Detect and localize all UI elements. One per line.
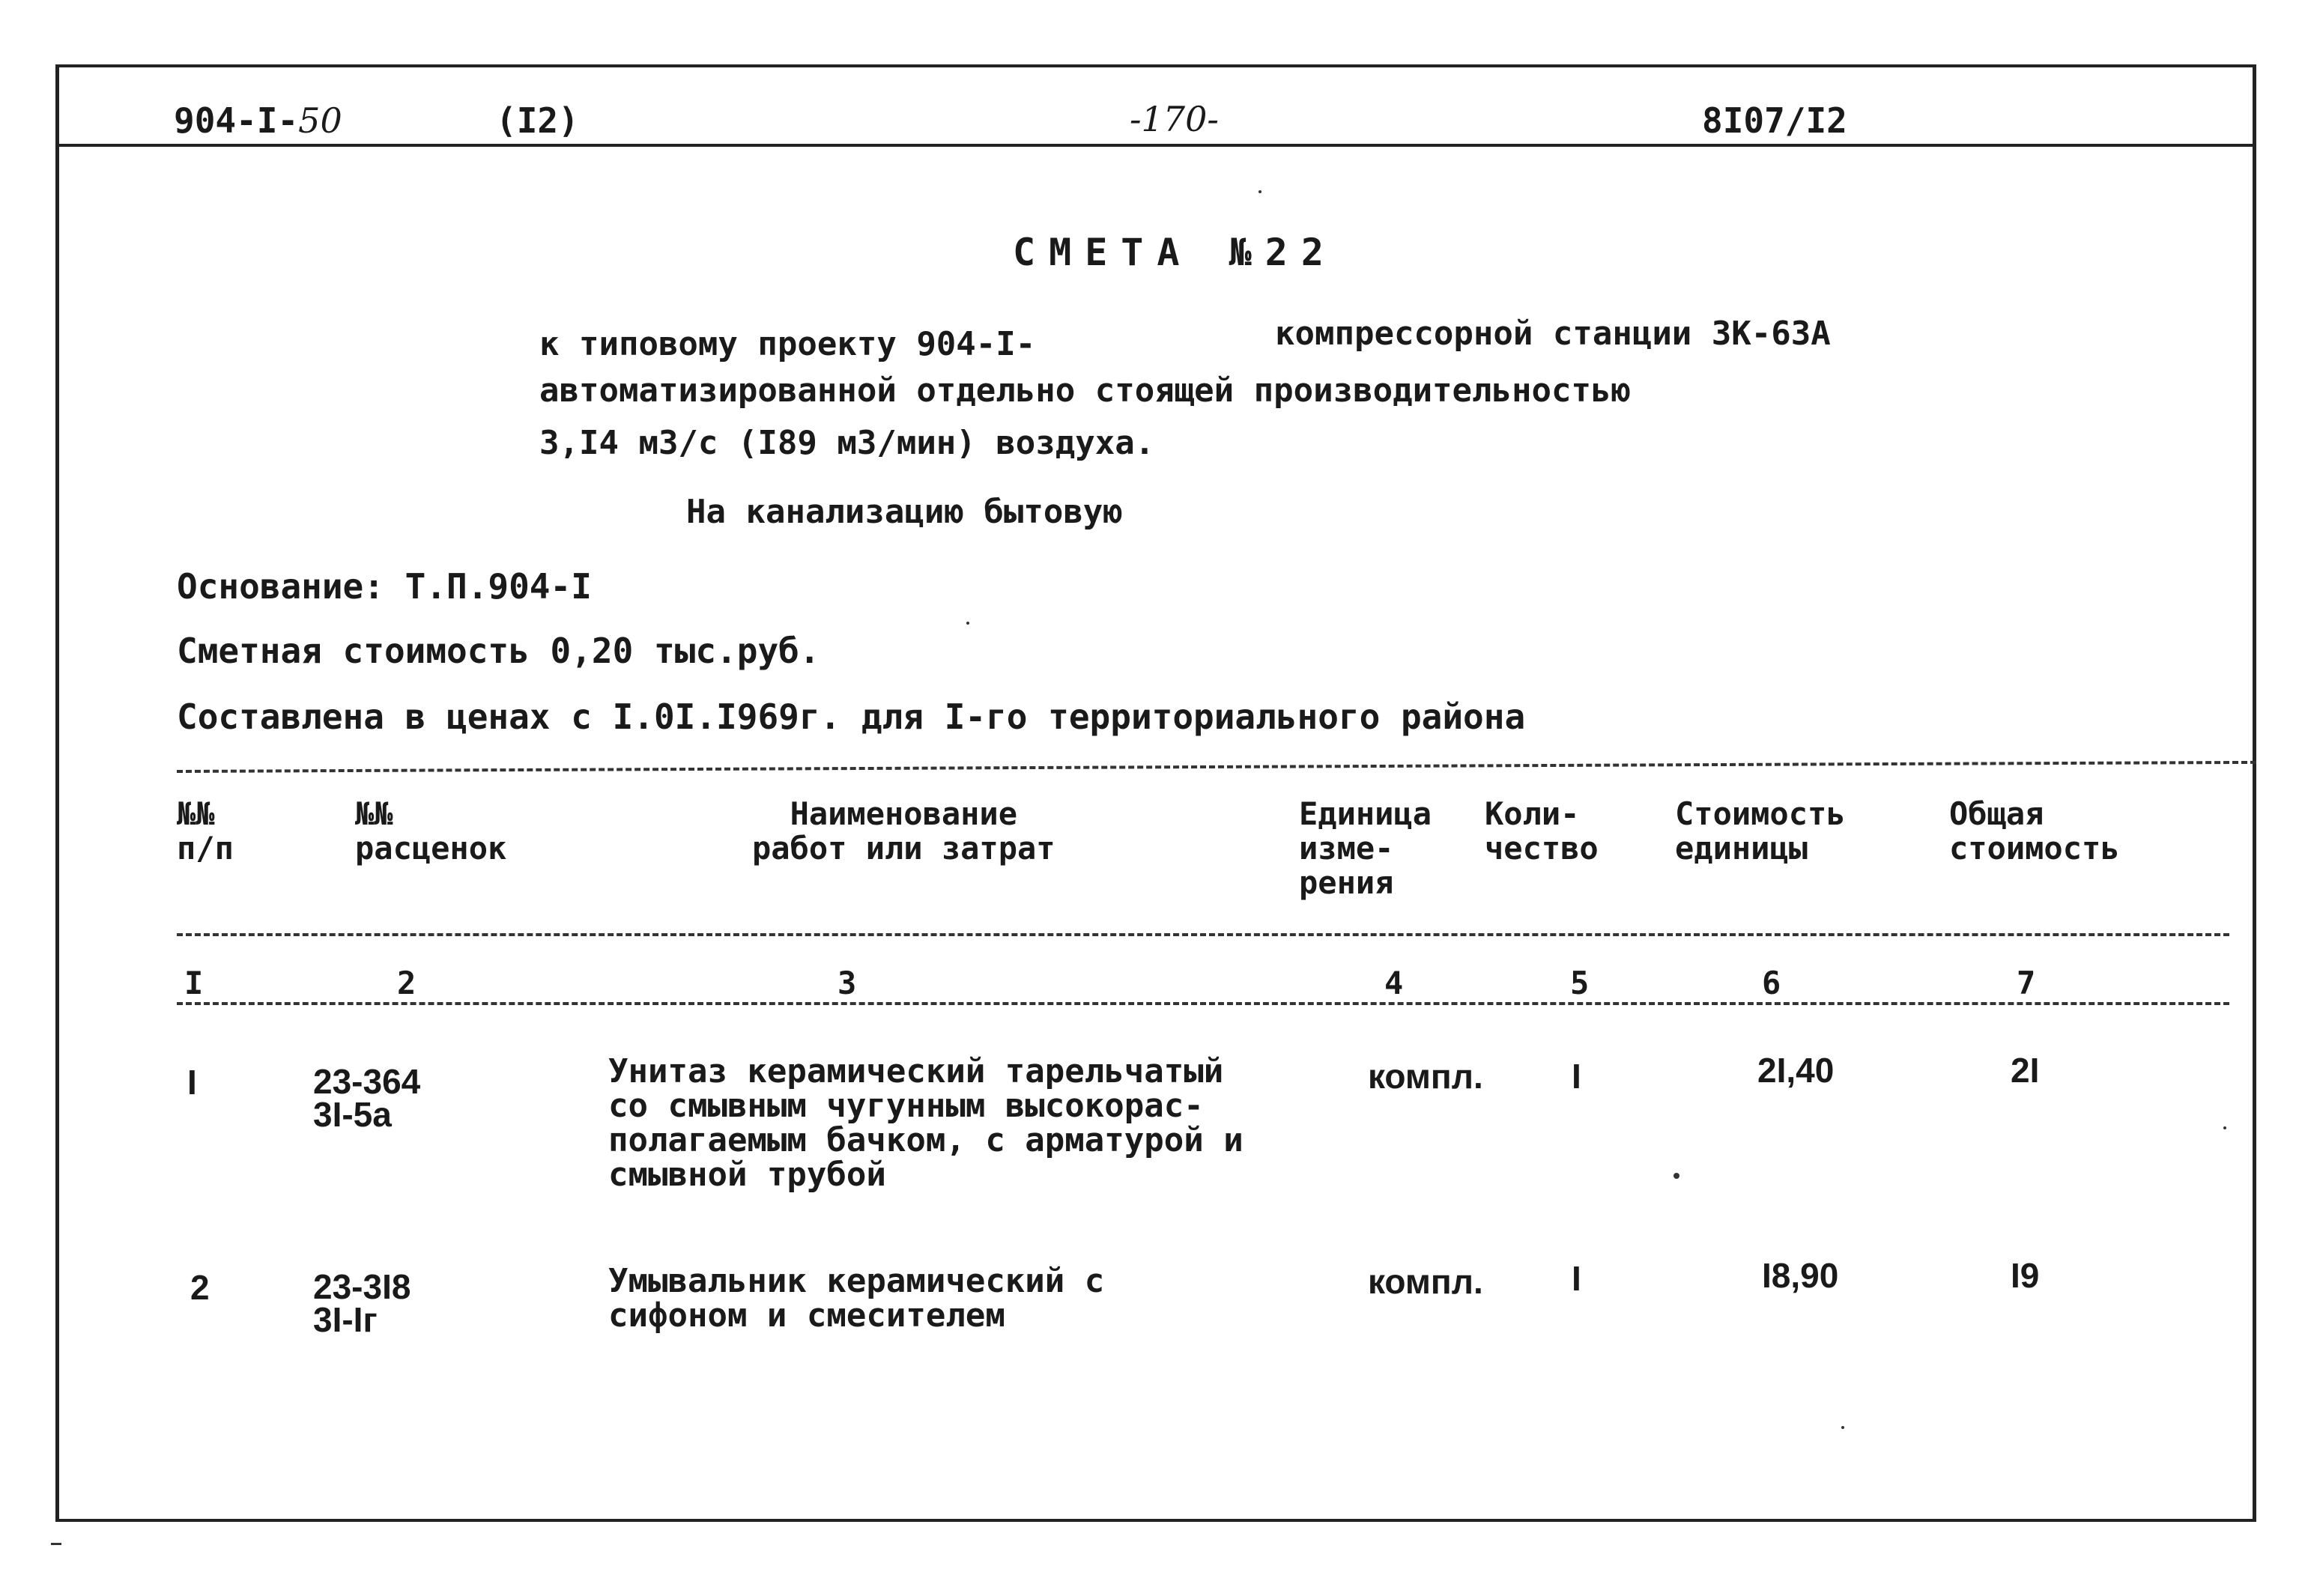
estimated-cost-line: Сметная стоимость 0,20 тыс.руб. [177, 631, 820, 671]
header-col-name: Наименование работ или затрат [752, 795, 1055, 867]
header-divider [55, 144, 2256, 147]
table-header-rule [177, 933, 2229, 936]
col-number-6: 6 [1762, 965, 1781, 1001]
col-number-2: 2 [397, 965, 417, 1001]
header-col-unit: Единица изме- рения [1299, 795, 1432, 901]
row-2-rate-code: 23-3I8 3I-Iг [313, 1267, 411, 1339]
project-code [174, 100, 342, 141]
col-number-7: 7 [2017, 965, 2036, 1001]
header-col-total-cost: Общая стоимость [1949, 795, 2120, 867]
col-number-4: 4 [1384, 965, 1404, 1001]
row-2-quantity: I [1572, 1259, 1581, 1298]
row-2-number: 2 [190, 1268, 210, 1307]
sheet-number: (I2) [496, 100, 579, 141]
scan-speck [51, 1543, 61, 1545]
project-code-handwritten: 50 [298, 100, 342, 141]
price-basis-line: Составлена в ценах с I.0I.I969г. для I-го территориального района [177, 697, 1526, 737]
basis-line: Основание: Т.П.904-I [177, 566, 592, 607]
page-number: -170- [1130, 99, 1219, 139]
intro-line-3: 3,I4 м3/с (I89 м3/мин) воздуха. [539, 424, 1155, 462]
col-number-3: 3 [837, 965, 857, 1001]
row-1-rate-code: 23-364 3I-5а [313, 1062, 421, 1134]
scan-speck [1258, 190, 1261, 193]
subtitle: На канализацию бытовую [686, 493, 1123, 531]
scan-speck [2223, 1126, 2226, 1129]
col-number-1: I [184, 965, 204, 1001]
header-col-quantity: Коли- чество [1485, 795, 1599, 867]
header-col-rate-code: №№ расценок [355, 795, 507, 867]
row-1-total: 2I [2011, 1051, 2040, 1090]
row-2-name: Умывальник керамический с сифоном и смесителем [608, 1262, 1105, 1335]
project-code-printed: 904-I- [174, 100, 299, 141]
row-1-quantity: I [1572, 1057, 1581, 1096]
row-1-unit: компл. [1368, 1057, 1483, 1096]
header-col-unit-cost: Стоимость единицы [1675, 795, 1846, 867]
document-code: 8I07/I2 [1702, 100, 1847, 141]
row-2-unit-cost: I8,90 [1762, 1256, 1839, 1295]
intro-line-2: автоматизированной отдельно стоящей производительностью [539, 371, 1631, 410]
scan-speck [1841, 1426, 1844, 1429]
scan-speck [966, 622, 969, 625]
row-1-number: I [187, 1063, 197, 1102]
row-2-total: I9 [2011, 1256, 2040, 1295]
scan-speck [1674, 1173, 1679, 1179]
document-title: СМЕТА №22 [1013, 231, 1337, 274]
col-number-5: 5 [1570, 965, 1590, 1001]
table-numbers-rule [177, 1002, 2229, 1005]
intro-line-1b: компрессорной станции ЗК-63А [1275, 315, 1831, 353]
row-1-name: Унитаз керамический тарельчатый со смывным чугунным высокорас- полагаемым бачком, с арматурой и смывной трубой [608, 1052, 1244, 1194]
header-col-row-number: №№ п/п [177, 795, 234, 867]
row-1-unit-cost: 2I,40 [1757, 1051, 1835, 1090]
intro-line-1a: к типовому проекту 904-I- [539, 325, 1036, 363]
row-2-unit: компл. [1368, 1262, 1483, 1301]
